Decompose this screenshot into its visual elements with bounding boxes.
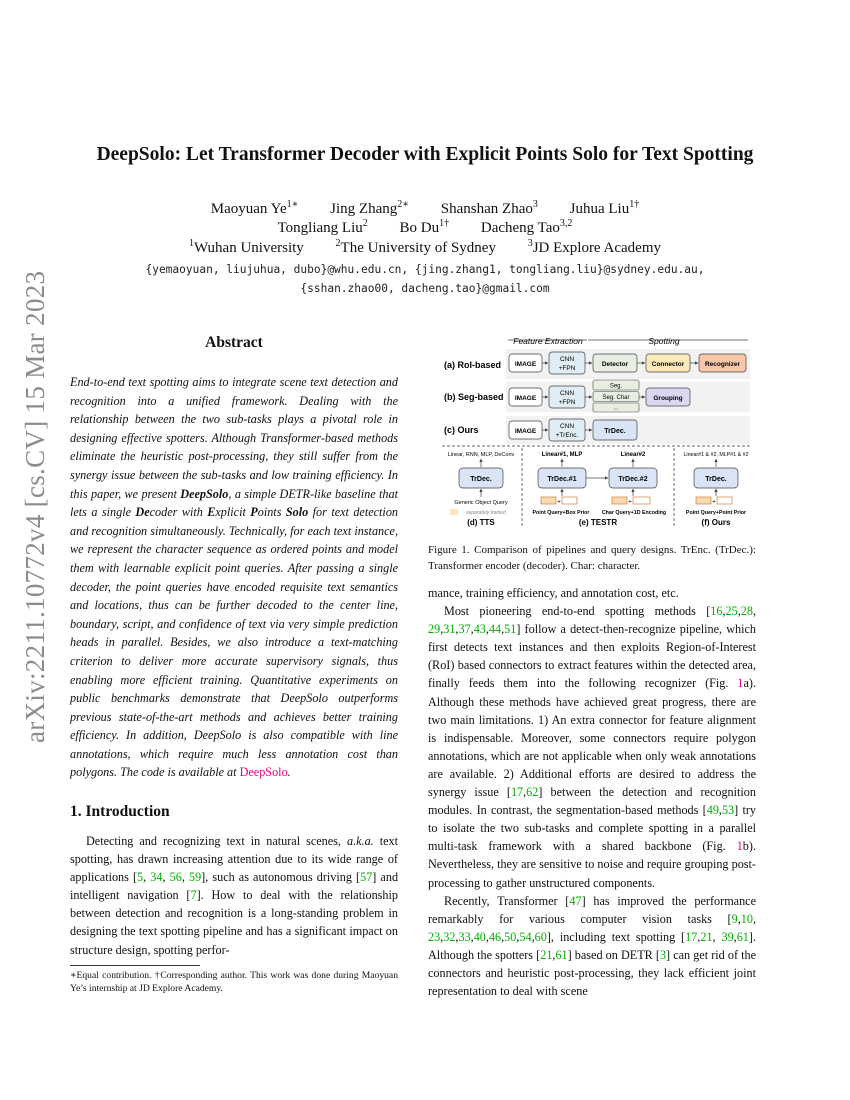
emails-line-2: {sshan.zhao00, dacheng.tao}@gmail.com [300, 282, 550, 295]
svg-text:(f) Ours: (f) Ours [701, 518, 731, 527]
citation[interactable]: 61 [736, 929, 749, 944]
citation[interactable]: 3 [659, 947, 667, 962]
svg-text:Char Query+1D Encoding: Char Query+1D Encoding [601, 510, 667, 516]
row-label-a: (a) RoI-based [444, 360, 502, 370]
citation[interactable]: 17 [685, 929, 698, 944]
svg-text:TrDec.: TrDec. [604, 428, 626, 435]
svg-text:TrDec.#2: TrDec.#2 [618, 476, 648, 483]
citation[interactable]: 9 [731, 911, 738, 926]
paper-title: DeepSolo: Let Transformer Decoder with Explicit Points Solo for Text Spotting [96, 144, 754, 165]
citation[interactable]: 59 [188, 870, 202, 885]
citation[interactable]: 47 [569, 893, 582, 908]
citation[interactable]: 57 [360, 870, 373, 885]
arxiv-identifier: arXiv:2211.10772v4 [cs.CV] 15 Mar 2023 [20, 270, 50, 743]
figure-ref[interactable]: 1 [736, 839, 743, 854]
citation[interactable]: 5 [137, 870, 144, 885]
svg-text:CNN: CNN [559, 390, 575, 397]
svg-text:TrDec.: TrDec. [470, 476, 492, 483]
svg-text:(d) TTS: (d) TTS [467, 518, 495, 527]
citation[interactable]: 25 [725, 604, 738, 619]
detector-box: Detector [601, 361, 629, 368]
svg-text:+: + [557, 499, 561, 506]
svg-text:+TrEnc.: +TrEnc. [555, 432, 579, 439]
figure-caption: Figure 1. Comparison of pipelines and query designs. TrEnc. (TrDec.): Transformer encoder (decoder). Char: character. [428, 544, 756, 572]
abstract-heading: Abstract [205, 334, 263, 351]
code-link[interactable]: DeepSolo [239, 765, 288, 780]
citation[interactable]: 62 [526, 785, 539, 800]
citation[interactable]: 46 [488, 929, 502, 944]
svg-text:CNN: CNN [559, 356, 575, 363]
affiliations: $^1$Wuhan University $^2$The University of Sydney $^3$JD Explore Academy [189, 238, 661, 256]
citation[interactable]: 49 [706, 803, 719, 818]
citation[interactable]: 60 [534, 929, 547, 944]
svg-text:+: + [712, 499, 716, 506]
citation[interactable]: 7 [190, 888, 197, 903]
svg-text:Seg. Char: Seg. Char [602, 395, 630, 401]
citation[interactable]: 31 [443, 622, 456, 637]
citation[interactable]: 40 [473, 929, 486, 944]
citation[interactable]: 10 [740, 911, 753, 926]
svg-text:Point Query+Point Prior: Point Query+Point Prior [685, 510, 747, 516]
authors-row-2: Tongliang Liu$^2$ Bo $Du^{1\dagger}$ Dacheng Tao$^{3,2}$ [277, 218, 573, 236]
row-label-b: (b) Seg-based [444, 392, 504, 402]
right-column-body: mance, training efficiency, and annotation cost, etc. Most pioneering end-to-end spotting methods [16,25,28, 29,31,37,43,44,51] follow a detect-then-recognize pipeline, which first detects text instances and then exploits Region-of-Interest (RoI) based connectors to extract features within the detected area, finally feeds them into the following recognizer (Fig. 1a). Although these methods have achieved great progress, there are two main limitations. 1) An extra connector for feature alignment is indispensable. Moreover, some connectors require polygon annotations, which are not applicable when only weak annotations are available. 2) Additional efforts are desired to address the synergy issue [17,62] between the detection and recognition modules. In contrast, the segmentation-based methods [49,53] try to isolate the two sub-tasks and complete spotting in a parallel multi-task framework with a shared backbone (Fig. 1b). Nevertheless, they are sensitive to noise and require grouping post-processing to gather unstructured components. Recently, Transformer [47] has improved the performance remarkably for various computer vision tasks [9,10, 23,32,33,40,46,50,54,60], including text spotting [17,21, 39,61]. Although the spotters [21,61] based on DETR [3] can get rid of the connectors and heuristic post-processing, they lack efficient joint representation to deal with scene [428, 586, 756, 999]
svg-text:Point Query+Box Prior: Point Query+Box Prior [532, 510, 590, 516]
grouping-box: Grouping [653, 395, 683, 402]
svg-text:separately trained: separately trained [466, 510, 506, 516]
introduction-heading: 1. Introduction [70, 803, 170, 820]
citation[interactable]: 51 [504, 622, 517, 637]
citation[interactable]: 43 [473, 622, 486, 637]
citation[interactable]: 17 [510, 785, 524, 800]
citation[interactable]: 56 [169, 870, 182, 885]
citation[interactable]: 32 [443, 929, 456, 944]
svg-text:...: ... [613, 405, 619, 412]
citation[interactable]: 54 [519, 929, 532, 944]
authors-row-1: Maoyuan $Ye^{1∗}$ Jing Zhang$^{2∗}$ Shanshan Zhao$^3$ Juhua Liu$^{1\dagger}$ [210, 199, 640, 217]
introduction-body: Detecting and recognizing text in natural scenes, a.k.a. text spotting, has drawn increasing attention due to its wide range of applications [5, 34, 56, 59], such as autonomous driving [57] and intelligent navigation [7]. How to deal with the relationship between detection and recognition is a long-standing problem in designing the text spotting pipeline and has a significant impact on structure design, spotting perfor- [70, 834, 399, 957]
connector-box: Connector [651, 361, 685, 368]
figure-1 [428, 330, 758, 535]
svg-text:Linear#1, MLP: Linear#1, MLP [541, 452, 583, 458]
figure-ref[interactable]: 1 [737, 676, 744, 691]
row-label-c: (c) Ours [444, 425, 479, 435]
footnote: ∗Equal contribution. †Corresponding author. This work was done during Maoyuan Ye’s internship at JD Explore Academy. [70, 970, 398, 994]
svg-text:Linear, RNN, MLP, DeConv: Linear, RNN, MLP, DeConv [447, 452, 515, 458]
citation[interactable]: 28 [740, 604, 753, 619]
svg-text:+: + [628, 499, 632, 506]
abstract-body: End-to-end text spotting aims to integrate scene text detection and recognition into a unified framework. Dealing with the relationship between the two sub-tasks plays a pivotal role in designing effective spotters. Although Transformer-based methods eliminate the heuristic post-processing, they still suffer from the synergy issue between the sub-tasks and low training efficiency. In this paper, we present DeepSolo, a simple DETR-like baseline that lets a single Decoder with Explicit Points Solo for text detection and recognition simultaneously. Technically, for each text instance, we represent the character sequence as ordered points and model them with learnable explicit point queries. After passing a single decoder, the point queries have encoded requisite text semantics and locations, thus can be further decoded to the center line, boundary, script, and confidence of text via very simple prediction heads in parallel. Besides, we also introduce a text-matching criterion to deliver more accurate supervisory signals, thus enabling more efficient training. Quantitative experiments on public benchmarks demonstrate that DeepSolo outperforms previous state-of-the-art methods and achieves better training efficiency. In addition, DeepSolo is also compatible with line annotations, which require much less annotation cost than polygons. The code is available at DeepSolo. [70, 375, 399, 780]
spotting-label: Spotting [648, 336, 680, 346]
citation[interactable]: 16 [710, 604, 723, 619]
citation[interactable]: 37 [458, 622, 471, 637]
citation[interactable]: 21 [700, 929, 713, 944]
svg-text:Generic Object Query: Generic Object Query [454, 500, 508, 506]
citation[interactable]: 53 [721, 803, 735, 818]
svg-text:Linear#1 & #2, MLP#1 & #2: Linear#1 & #2, MLP#1 & #2 [683, 452, 749, 458]
svg-text:IMAGE: IMAGE [514, 395, 537, 402]
svg-text:Seg.: Seg. [609, 383, 623, 390]
citation[interactable]: 23 [428, 929, 441, 944]
svg-text:Linear#2: Linear#2 [620, 452, 646, 458]
svg-text:(e) TESTR: (e) TESTR [578, 518, 618, 527]
citation[interactable]: 34 [150, 870, 163, 885]
svg-text:+FPN: +FPN [558, 365, 576, 372]
footnote-rule [70, 965, 200, 966]
image-box: IMAGE [514, 361, 537, 368]
svg-text:CNN: CNN [559, 423, 575, 430]
svg-text:+FPN: +FPN [558, 399, 576, 406]
citation[interactable]: 50 [504, 929, 517, 944]
citation[interactable]: 61 [555, 947, 568, 962]
citation[interactable]: 44 [488, 622, 502, 637]
svg-text:TrDec.#1: TrDec.#1 [547, 476, 577, 483]
citation[interactable]: 33 [458, 929, 471, 944]
citation[interactable]: 39 [721, 929, 734, 944]
svg-text:IMAGE: IMAGE [514, 428, 537, 435]
citation[interactable]: 21 [540, 947, 553, 962]
svg-text:TrDec.: TrDec. [705, 476, 727, 483]
emails-line-1: {yemaoyuan, liujuhua, dubo}@whu.edu.cn, {jing.zhang1, tongliang.liu}@sydney.edu.au, [145, 263, 705, 276]
feature-extraction-label: Feature Extraction [513, 336, 583, 346]
citation[interactable]: 29 [428, 622, 441, 637]
recognizer-box: Recognizer [704, 361, 741, 368]
